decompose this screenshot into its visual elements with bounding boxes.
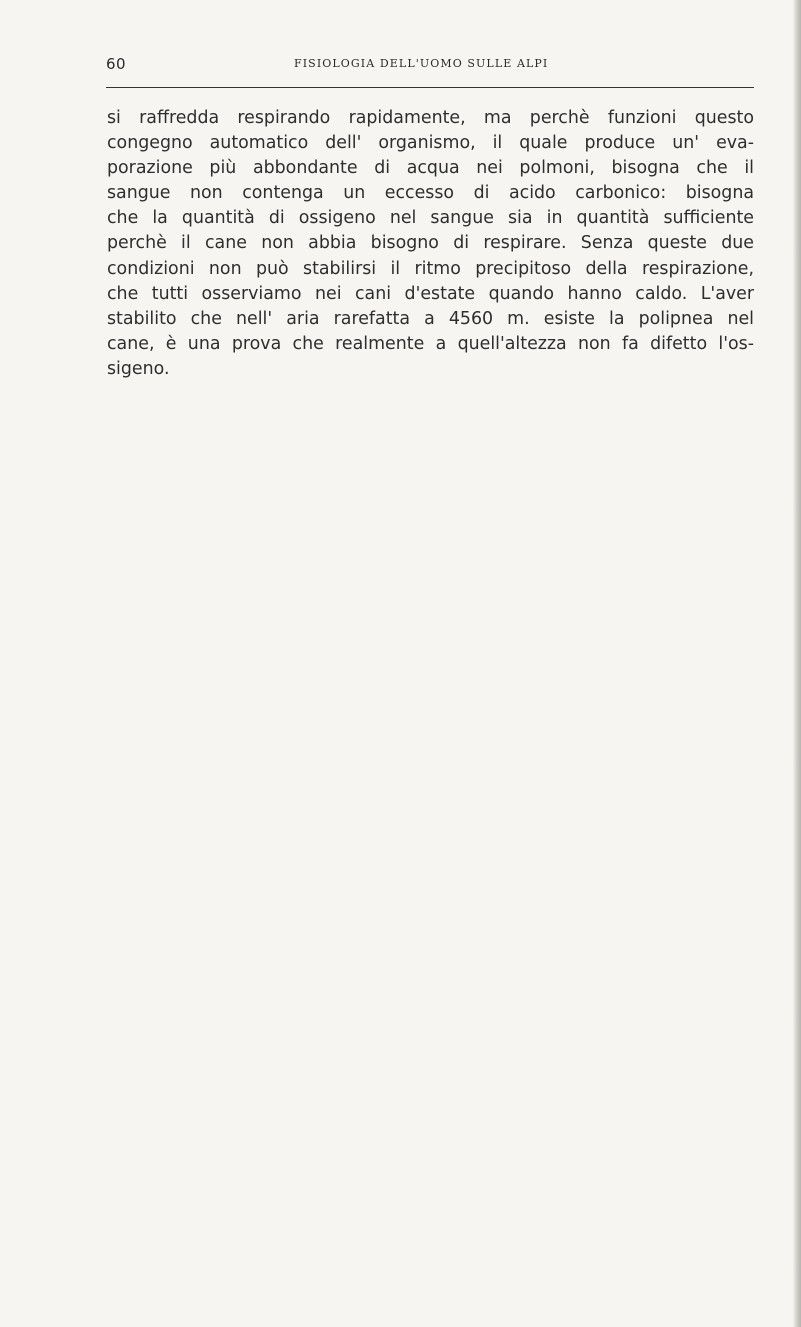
page-header: [106, 55, 754, 77]
text-line: sigeno.: [107, 358, 170, 379]
text-line: porazione più abbondante di acqua nei polmoni, bisogna che il: [107, 158, 754, 179]
text-line: stabilito che nell' aria rarefatta a 4560 m. esiste la polipnea nel: [107, 308, 754, 329]
body-paragraph: [107, 106, 754, 382]
text-line: congegno automatico dell' organismo, il quale produce un' eva-: [107, 133, 754, 154]
text-line: condizioni non può stabilirsi il ritmo precipitoso della respirazione,: [107, 258, 754, 279]
text-line: si raffredda respirando rapidamente, ma perchè funzioni questo: [107, 108, 754, 128]
text-line: sangue non contenga un eccesso di acido carbonico: bisogna: [107, 183, 754, 204]
page-number: 60: [106, 55, 127, 73]
text-line: perchè il cane non abbia bisogno di respirare. Senza queste due: [107, 233, 754, 254]
text-line: cane, è una prova che realmente a quell'altezza non fa difetto l'os-: [107, 333, 754, 354]
header-rule: [106, 87, 754, 88]
text-line: che la quantità di ossigeno nel sangue sia in quantità sufficiente: [107, 208, 754, 229]
text-line: che tutti osserviamo nei cani d'estate quando hanno caldo. L'aver: [107, 283, 754, 304]
page-edge-shadow: [793, 0, 801, 1327]
running-title: FISIOLOGIA DELL'UOMO SULLE ALPI: [294, 57, 549, 70]
